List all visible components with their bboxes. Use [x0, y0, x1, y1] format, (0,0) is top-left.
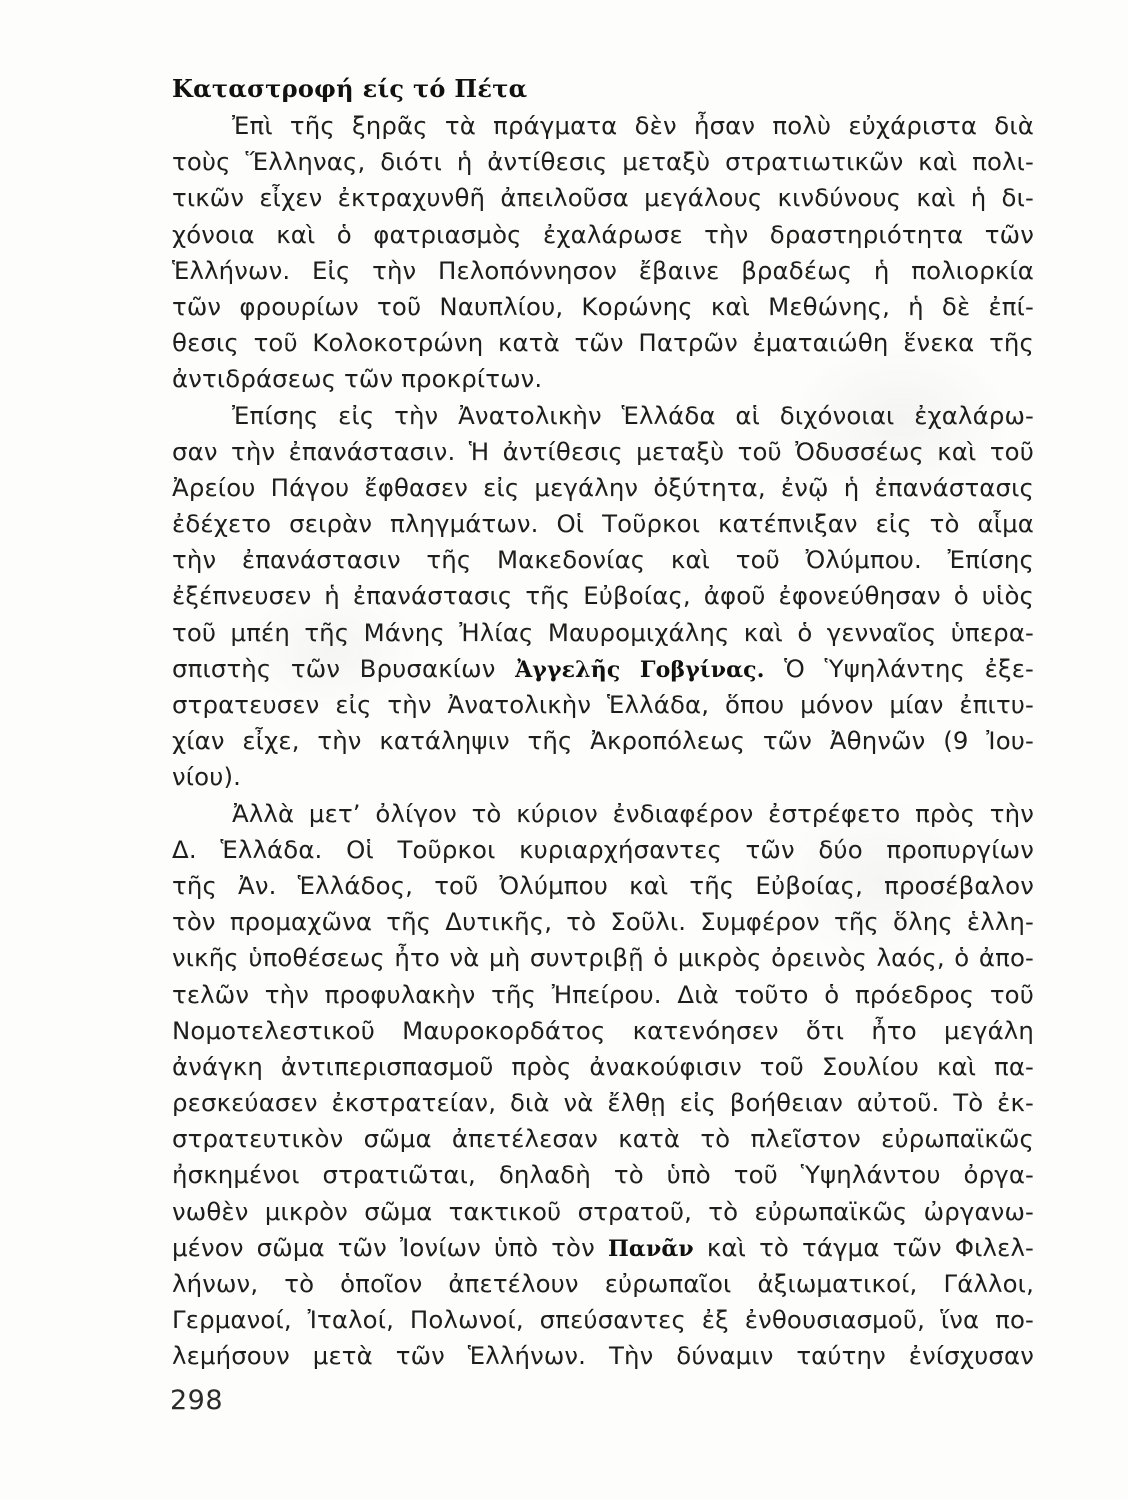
text-segment: Ὁ Ὑψηλάντης ἐξε-	[764, 653, 1034, 683]
text-line: Ἀλλὰ μετ’ ὀλίγον τὸ κύριον ἐνδιαφέρον ἐστρέφετο πρὸς τὴν	[232, 798, 1034, 828]
text-line: Ἀρείου Πάγου ἔφθασεν εἰς μεγάλην ὀξύτητα, ἐνῷ ἡ ἐπανάστασις	[172, 472, 1034, 502]
bold-person-name: Πανᾶν	[607, 1235, 694, 1262]
text-line: νωθὲν μικρὸν σῶμα τακτικοῦ στρατοῦ, τὸ εὐρωπαϊκῶς ὠργανω-	[172, 1196, 1034, 1226]
section-heading: Καταστροφή είς τό Πέτα	[172, 74, 528, 103]
text-line: τῶν φρουρίων τοῦ Ναυπλίου, Κορώνης καὶ Μεθώνης, ἡ δὲ ἐπί-	[172, 291, 1034, 321]
text-line: σαν τὴν ἐπανάστασιν. Ἡ ἀντίθεσις μεταξὺ τοῦ Ὀδυσσέως καὶ τοῦ	[172, 436, 1034, 466]
text-line: τικῶν εἶχεν ἐκτραχυνθῆ ἀπειλοῦσα μεγάλους κινδύνους καὶ ἡ δι-	[172, 183, 1034, 213]
text-segment: μένον σῶμα τῶν Ἰονίων ὑπὸ τὸν	[172, 1232, 608, 1262]
text-line: Ἑλλήνων. Εἰς τὴν Πελοπόννησον ἔβαινε βραδέως ἡ πολιορκία	[172, 255, 1034, 285]
page-number: 298	[170, 1385, 224, 1416]
text-segment: καὶ τὸ τάγμα τῶν Φιλελ-	[693, 1232, 1035, 1262]
text-line: τελῶν τὴν προφυλακὴν τῆς Ἠπείρου. Διὰ τοῦτο ὁ πρόεδρος τοῦ	[172, 979, 1034, 1009]
text-line: ἀνάγκη ἀντιπερισπασμοῦ πρὸς ἀνακούφισιν τοῦ Σουλίου καὶ πα-	[172, 1051, 1034, 1081]
text-line: τὴν ἐπανάστασιν τῆς Μακεδονίας καὶ τοῦ Ὀλύμπου. Ἐπίσης	[172, 545, 1034, 575]
text-line: χίαν εἶχε, τὴν κατάληψιν τῆς Ἀκροπόλεως τῶν Ἀθηνῶν (9 Ἰου-	[172, 726, 1034, 756]
text-line: ἀντιδράσεως τῶν προκρίτων.	[172, 364, 543, 394]
text-line: ἐδέχετο σειρὰν πληγμάτων. Οἱ Τοῦρκοι κατέπνιξαν εἰς τὸ αἷμα	[172, 509, 1034, 539]
text-line: θεσις τοῦ Κολοκοτρώνη κατὰ τῶν Πατρῶν ἐματαιώθη ἕνεκα τῆς	[172, 328, 1034, 358]
text-line: Νομοτελεστικοῦ Μαυροκορδάτος κατενόησεν ὅτι ἦτο μεγάλη	[172, 1015, 1034, 1045]
text-line: ἐξέπνευσεν ἡ ἐπανάστασις τῆς Εὐβοίας, ἀφοῦ ἐφονεύθησαν ὁ υἱὸς	[172, 581, 1034, 611]
text-line: τοῦ μπέη τῆς Μάνης Ἠλίας Μαυρομιχάλης καὶ ὁ γενναῖος ὑπερα-	[172, 617, 1034, 647]
text-line: ἠσκημένοι στρατιῶται, δηλαδὴ τὸ ὑπὸ τοῦ Ὑψηλάντου ὀργα-	[172, 1160, 1034, 1190]
text-line: λεμήσουν μετὰ τῶν Ἑλλήνων. Τὴν δύναμιν ταύτην ἐνίσχυσαν	[172, 1341, 1034, 1371]
text-line: στρατευτικὸν σῶμα ἀπετέλεσαν κατὰ τὸ πλεῖστον εὐρωπαϊκῶς	[172, 1124, 1034, 1154]
text-line: τὸν προμαχῶνα τῆς Δυτικῆς, τὸ Σοῦλι. Συμφέρον τῆς ὅλης ἑλλη-	[172, 907, 1034, 937]
bold-person-name: Ἀγγελῆς Γοβγίνας.	[515, 656, 765, 683]
text-segment: σπιστὴς τῶν Βρυσακίων	[172, 653, 516, 683]
text-line: ρεσκεύασεν ἐκστρατείαν, διὰ νὰ ἔλθῃ εἰς βοήθειαν αὐτοῦ. Τὸ ἐκ-	[172, 1088, 1034, 1118]
text-line-with-name	[172, 1230, 1034, 1266]
text-line: Δ. Ἑλλάδα. Οἱ Τοῦρκοι κυριαρχήσαντες τῶν δύο προπυργίων	[172, 834, 1034, 864]
page-body	[172, 70, 1034, 1375]
text-line: Ἐπὶ τῆς ξηρᾶς τὰ πράγματα δὲν ἦσαν πολὺ εὐχάριστα διὰ	[232, 111, 1034, 140]
text-line: χόνοια καὶ ὁ φατριασμὸς ἐχαλάρωσε τὴν δραστηριότητα τῶν	[172, 219, 1034, 249]
text-line: νίου).	[172, 762, 242, 792]
text-line: Γερμανοί, Ἰταλοί, Πολωνοί, σπεύσαντες ἐξ ἐνθουσιασμοῦ, ἵνα πο-	[172, 1305, 1034, 1335]
text-line: τῆς Ἀν. Ἑλλάδος, τοῦ Ὀλύμπου καὶ τῆς Εὐβοίας, προσέβαλον	[172, 870, 1034, 900]
text-line: Ἐπίσης εἰς τὴν Ἀνατολικὴν Ἑλλάδα αἱ διχόνοιαι ἐχαλάρω-	[232, 400, 1034, 430]
text-line: στρατευσεν εἰς τὴν Ἀνατολικὴν Ἑλλάδα, ὅπου μόνον μίαν ἐπιτυ-	[172, 690, 1034, 719]
text-line: νικῆς ὑποθέσεως ἦτο νὰ μὴ συντριβῇ ὁ μικρὸς ὀρεινὸς λαός, ὁ ἀπο-	[172, 943, 1034, 973]
text-line-with-name	[172, 651, 1034, 687]
text-line: τοὺς Ἕλληνας, διότι ἡ ἀντίθεσις μεταξὺ στρατιωτικῶν καὶ πολι-	[172, 147, 1034, 177]
text-line: λήνων, τὸ ὁποῖον ἀπετέλουν εὐρωπαῖοι ἀξιωματικοί, Γάλλοι,	[172, 1269, 1034, 1298]
